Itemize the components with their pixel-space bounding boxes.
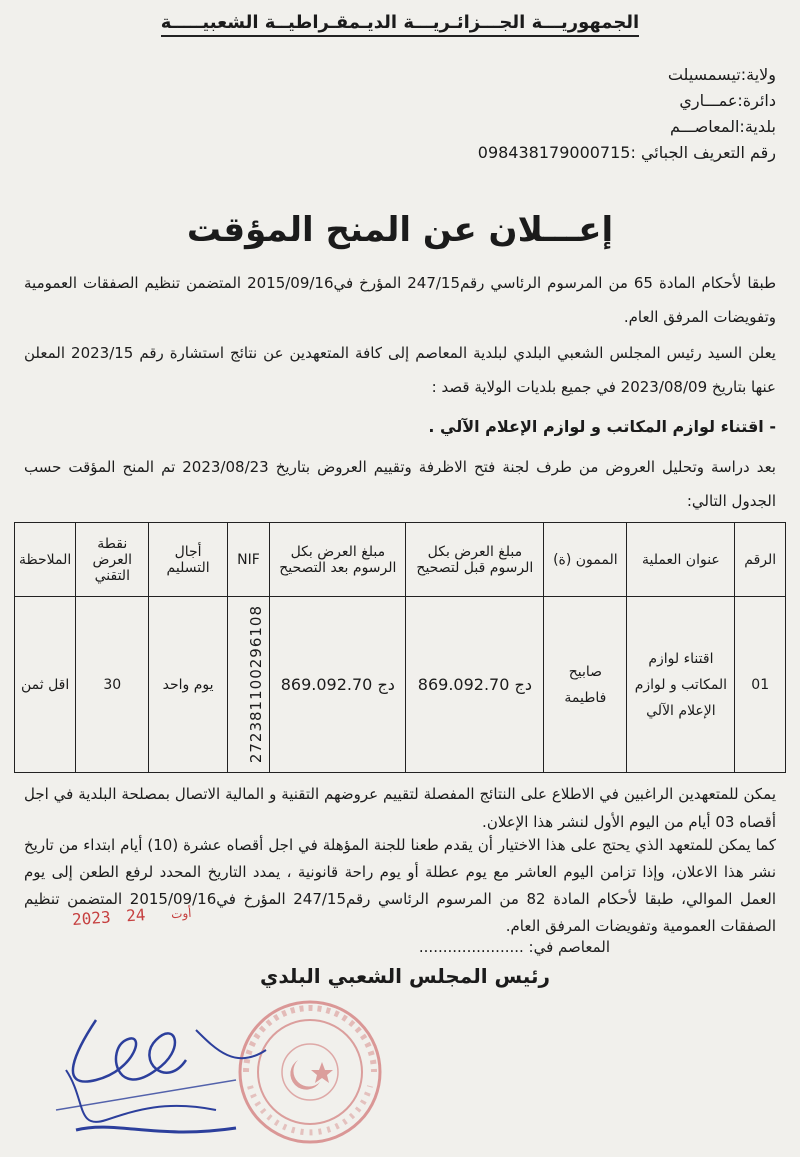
header-number: الرقم [735,523,786,597]
date-stamp-year: 2023 [71,907,112,930]
place-date: المعاصم في: ...................... [418,938,610,956]
results-table [14,522,786,773]
header-info [478,62,776,166]
paragraph-announcement: يعلن السيد رئيس المجلس الشعبي البلدي لبلدية المعاصم إلى كافة المتعهدين عن نتائج استشارة رقم 2023/15 المعلن عنها بتاريخ 2023/08/09 في جميع بلديات الولاية قصد : [24,344,776,396]
date-stamp-day: 24 [125,905,147,926]
cell-amount-before [406,597,544,773]
cell-delivery: يوم واحد [149,597,228,773]
tax-id-line: رقم التعريف الجبائي :098438179000715 [477,143,776,162]
paragraph-object: - اقتناء لوازم المكاتب و لوازم الإعلام الآلي . [428,417,776,436]
nif-value: 272381100296108 [247,605,266,764]
header-amount-after: مبلغ العرض بكل الرسوم بعد التصحيح [270,523,406,597]
commune-line: بلدية:المعاصـــم [669,117,776,136]
page-title: إعـــلان عن المنح المؤقت [186,210,614,250]
republic-heading: الجمهوريـــة الجـــزائـريـــة الديـمقـراطيــة الشعبيـــــة [0,12,800,33]
cell-amount-after [270,597,406,773]
header-operation: عنوان العملية [627,523,735,597]
header-nif: NIF [227,523,269,597]
cell-technical-score: 30 [76,597,149,773]
daira-line: دائرة:عمـــاري [679,91,776,110]
paragraph-consultation: يمكن للمتعهدين الراغبين في الاطلاع على النتائج المفصلة لتقييم عروضهم التقنية و المالية الاتصال بمصلحة البلدية في اجل أقصاه 03 أيام من اليوم الأول لنشر هذا الإعلان. [24,785,776,831]
amount-after-value: 869.092.70 دج [280,675,395,694]
date-stamp-month: أوت [170,905,192,922]
president-title: رئيس المجلس الشعبي البلدي [260,964,550,988]
wilaya-line: ولاية:تيسمسيلت [667,65,776,84]
table-header-row [15,523,786,597]
paragraph-legal-basis: طبقا لأحكام المادة 65 من المرسوم الرئاسي رقم247/15 المؤرخ في2015/09/16 المتضمن تنظيم الصفقات العمومية وتفويضات المرفق العام. [24,274,777,326]
cell-remarks: اقل ثمن [15,597,76,773]
header-supplier: الممون (ة) [544,523,627,597]
header-technical-score: نقطة العرض التقني [76,523,149,597]
signature [36,1010,296,1150]
table-row [15,597,786,773]
cell-nif [227,597,269,773]
header-delivery: أجال التسليم [149,523,228,597]
cell-supplier: صابيح فاطيمة [544,597,627,773]
paragraph-appeal: كما يمكن للمتعهد الذي يحتج على هذا الاختيار أن يقدم طعنا للجنة المؤهلة في اجل أقصاه عشرة (10) أيام ابتداء من تاريخ نشر هذا الاعلان، وإذا تزامن اليوم العاشر مع يوم عطلة أو يوم راحة قانونية ، يمدد التاريخ المحدد لرفع الطعن إلى يوم العمل الموالي، طبقا لأحكام المادة 82 من المرسوم الرئاسي رقم247/15 المؤرخ في2015/09/16 المتضمن تنظيم الصفقات العمومية وتفويضات المرفق العام. [24,836,776,935]
cell-number: 01 [735,597,786,773]
cell-operation: اقتناء لوازم المكاتب و لوازم الإعلام الآلي [627,597,735,773]
header-remarks: الملاحظة [15,523,76,597]
paragraph-evaluation: بعد دراسة وتحليل العروض من طرف لجنة فتح الاظرفة وتقييم العروض بتاريخ 2023/08/23 تم المنح المؤقت حسب الجدول التالي: [24,458,776,510]
header-amount-before: مبلغ العرض بكل الرسوم قبل لتصحيح [406,523,544,597]
amount-before-value: 869.092.70 دج [417,675,532,694]
